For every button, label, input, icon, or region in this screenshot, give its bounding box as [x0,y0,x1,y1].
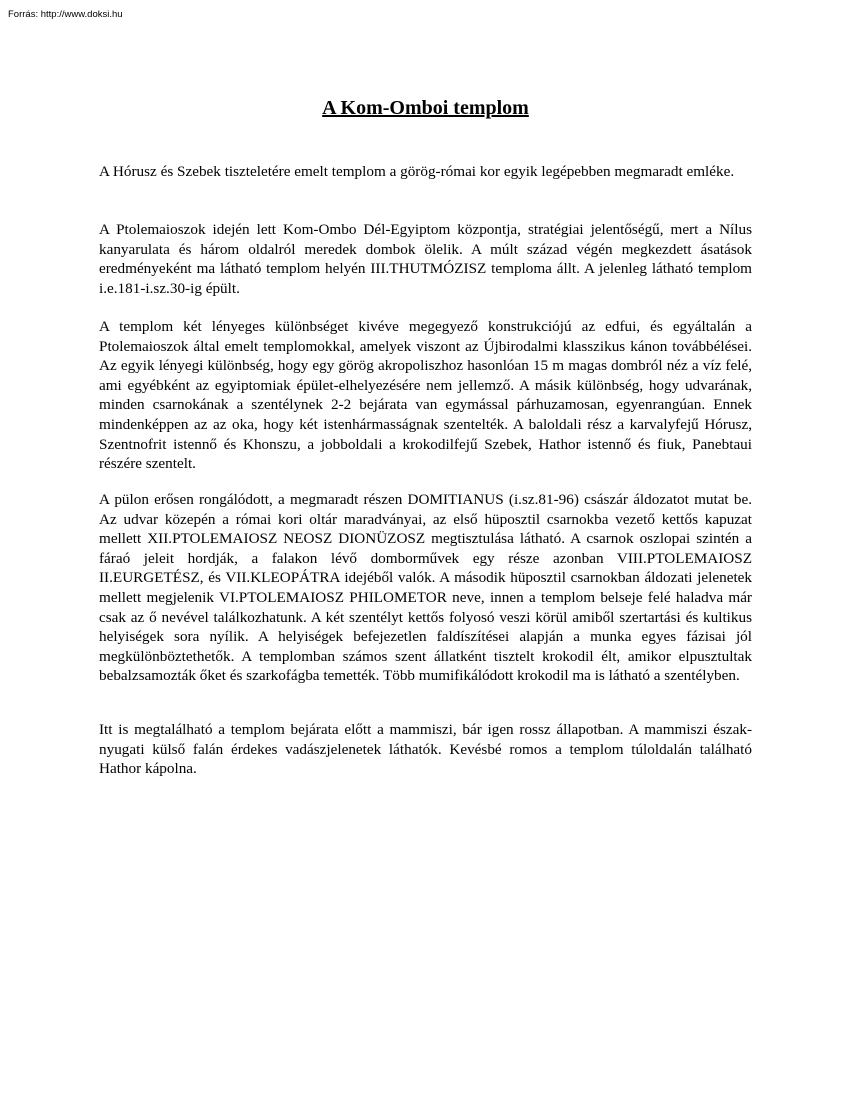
paragraph-pylon: A pülon erősen rongálódott, a megmaradt részen DOMITIANUS (i.sz.81-96) császár áldozatot mutat be. Az udvar közepén a római kori oltár maradványai, az első hüposztil csarnokba vezető kettős kapuzat mellett XII.PTOLEMAIOSZ NEOSZ DIONÜZOSZ megtisztulása látható. A csarnok oszlopai szintén a fáraó jeleit hordják, a falakon lévő domborművek egy része azonban VIII.PTOLEMAIOSZ II.EURGETÉSZ, és VII.KLEOPÁTRA idejéből valók. A második hüposztil csarnokban áldozati jelenetek mellett megjelenik VI.PTOLEMAIOSZ PHILOMETOR neve, innen a templom belseje felé haladva már csak az ő nevével találkozhatunk. A két szentélyt kettős folyosó veszi körül amiből szertartási és kultikus helyiségek sora nyílik. A helyiségek befejezetlen faldíszítései alapján a munka egyes fázisai jól megkülönböztethetők. A templomban számos szent állatként tisztelt krokodil élt, amikor elpusztultak bebalzsamozták őket és szarkofágba temették. Több mumifikálódott krokodil ma is látható a szentélyben. [99,491,752,685]
paragraph-intro: A Hórusz és Szebek tiszteletére emelt templom a görög-római kor egyik legépebben megmaradt emléke. [99,163,735,180]
document-title: A Kom-Omboi templom [322,97,529,119]
paragraph-construction: A templom két lényeges különbséget kivéve megegyező konstrukciójú az edfui, és egyáltalán a Ptolemaioszok által emelt templomokkal, amelyek viszont az Újbirodalmi klasszikus kánon továbbélései. Az egyik lényegi különbség, hogy egy görög akropoliszhoz hasonlóan 15 m magas dombról néz a víz felé, ami egyébként az egyiptomiak épület-elhelyezésére nem jellemző. A másik különbség, hogy udvarának, minden csarnokának a szentélynek 2-2 bejárata van egymással párhuzamosan, egyenrangúan. Ennek mindenképpen az az oka, hogy két istenhármasságnak szentelték. A baloldali rész a karvalyfejű Hórusz, Szentnofrit istennő és Khonszu, a jobboldali a krokodilfejű Szebek, Hathor istennő és fiuk, Panebtaui részére szentelt. [99,318,752,473]
paragraph-mammisi: Itt is megtalálható a templom bejárata előtt a mammiszi, bár igen rossz állapotban. A mammiszi észak-nyugati külső falán érdekes vadászjelenetek láthatók. Kevésbé romos a templom túloldalán található Hathor kápolna. [99,721,752,778]
paragraph-history: A Ptolemaioszok idején lett Kom-Ombo Dél-Egyiptom központja, stratégiai jelentőségű, mert a Nílus kanyarulata és három oldalról meredek dombok ölelik. A múlt század végén megkezdett ásatások eredményeként ma látható templom helyén III.THUTMÓZISZ temploma állt. A jelenleg látható templom i.e.181-i.sz.30-ig épült. [99,221,752,297]
source-label: Forrás: http://www.doksi.hu [8,9,123,20]
